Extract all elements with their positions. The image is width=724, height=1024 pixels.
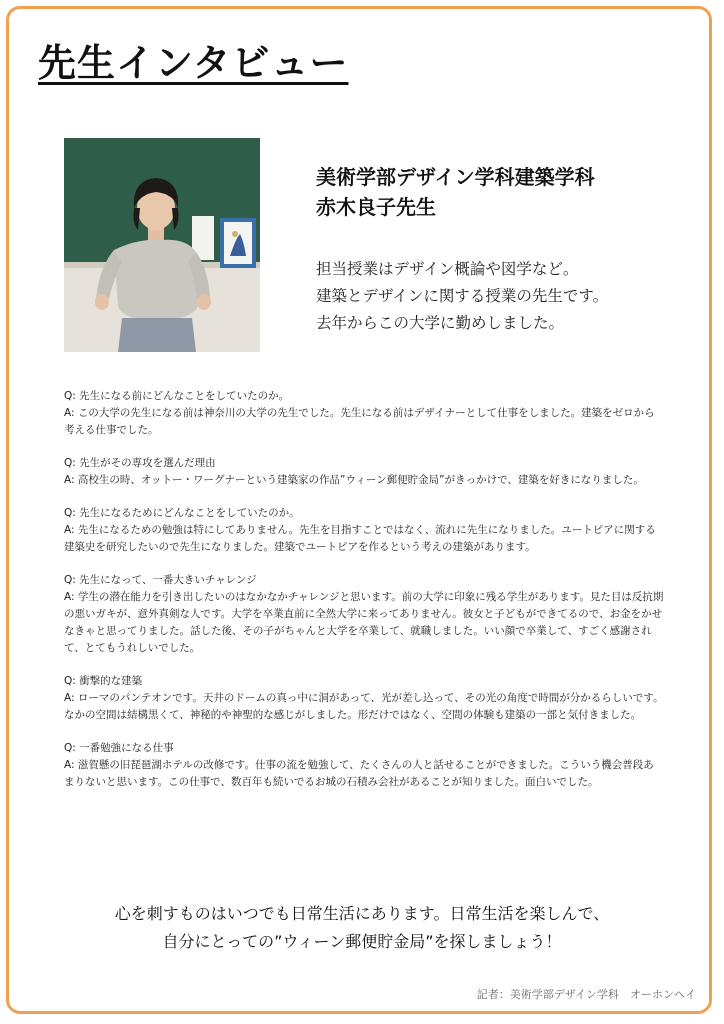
intro-line: 担当授業はデザイン概論や図学など。 <box>316 260 579 278</box>
qa-item <box>64 572 664 657</box>
teacher-intro <box>316 256 700 337</box>
qa-item <box>64 388 664 439</box>
question: Q: 先生になって、一番大きいチャレンジ <box>64 574 257 586</box>
teacher-photo <box>64 138 260 352</box>
question: Q: 先生がその専攻を選んだ理由 <box>64 457 216 469</box>
teacher-name: 赤木良子先生 <box>316 195 436 219</box>
answer: A: ローマのパンテオンです。天井のドームの真っ中に洞があって、光が差し込って、その光の角度で時間が分かるらしいです。なかの空間は結構黒くて、神秘的や神聖的な感じがしました。形だけではなく、空間の体験も建築の一部と気付きました。 <box>64 692 664 721</box>
qa-item <box>64 505 664 556</box>
interview-qa-list <box>64 388 664 807</box>
question: Q: 先生になるためにどんなことをしていたのか。 <box>64 507 300 519</box>
reporter-credit: 記者：美術学部デザイン学科 オーホンヘイ <box>476 988 696 1001</box>
closing-line: 心を刺すものはいつでも日常生活にあります。日常生活を楽しんで、 <box>114 904 610 923</box>
question: Q: 先生になる前にどんなことをしていたのか。 <box>64 390 290 402</box>
intro-line: 建築とデザインに関する授業の先生です。 <box>316 287 609 305</box>
teacher-profile <box>316 162 696 222</box>
intro-line: 去年からこの大学に勤めしました。 <box>316 314 565 332</box>
answer: A: この大学の先生になる前は神奈川の大学の先生でした。先生になる前はデザイナーとして仕事をしました。建築をゼロから考える仕事でした。 <box>64 407 655 436</box>
qa-item <box>64 455 664 489</box>
answer: A: 学生の潜在能力を引き出したいのはなかなかチャレンジと思います。前の大学に印象に残る学生があります。見た目は反抗期の悪いガキが、意外真剣な人です。大学を卒業直前に全然大学に来ってありません。彼女と子どもができてるので、お金をかせなきゃと思ってりました。話した後、その子がちゃんと大学を卒業して、就職しました。いい顔で卒業して、すごく感謝されて、とてもうれしいでした。 <box>64 591 664 654</box>
answer: A: 高校生の時、オットー・ワーグナーという建築家の作品”ウィーン郵便貯金局”がきっかけで、建築を好きになりました。 <box>64 474 644 486</box>
qa-item <box>64 673 664 724</box>
qa-item <box>64 740 664 791</box>
question: Q: 一番勉強になる仕事 <box>64 742 174 754</box>
answer: A: 滋賀懸の旧琵琶湖ホテルの改修です。仕事の流を勉強して、たくさんの人と話せることができました。こういう機会普段あまりないと思います。この仕事で、数百年も続いでるお城の石積み会社があることが知りました。面白いでした。 <box>64 759 654 788</box>
closing-line: 自分にとっての”ウィーン郵便貯金局”を探しましょう！ <box>162 932 562 951</box>
department-label: 美術学部デザイン学科建築学科 <box>316 165 595 189</box>
page-title: 先生インタビュー <box>38 41 349 85</box>
question: Q: 衝撃的な建築 <box>64 675 143 687</box>
closing-message <box>40 900 684 956</box>
answer: A: 先生になるための勉強は特にしてありません。先生を目指すことではなく、流れに先生になりました。ユートピアに関する建築史を研究したいので先生になりました。建築でユートピアを作るという考えの建築があります。 <box>64 524 656 553</box>
